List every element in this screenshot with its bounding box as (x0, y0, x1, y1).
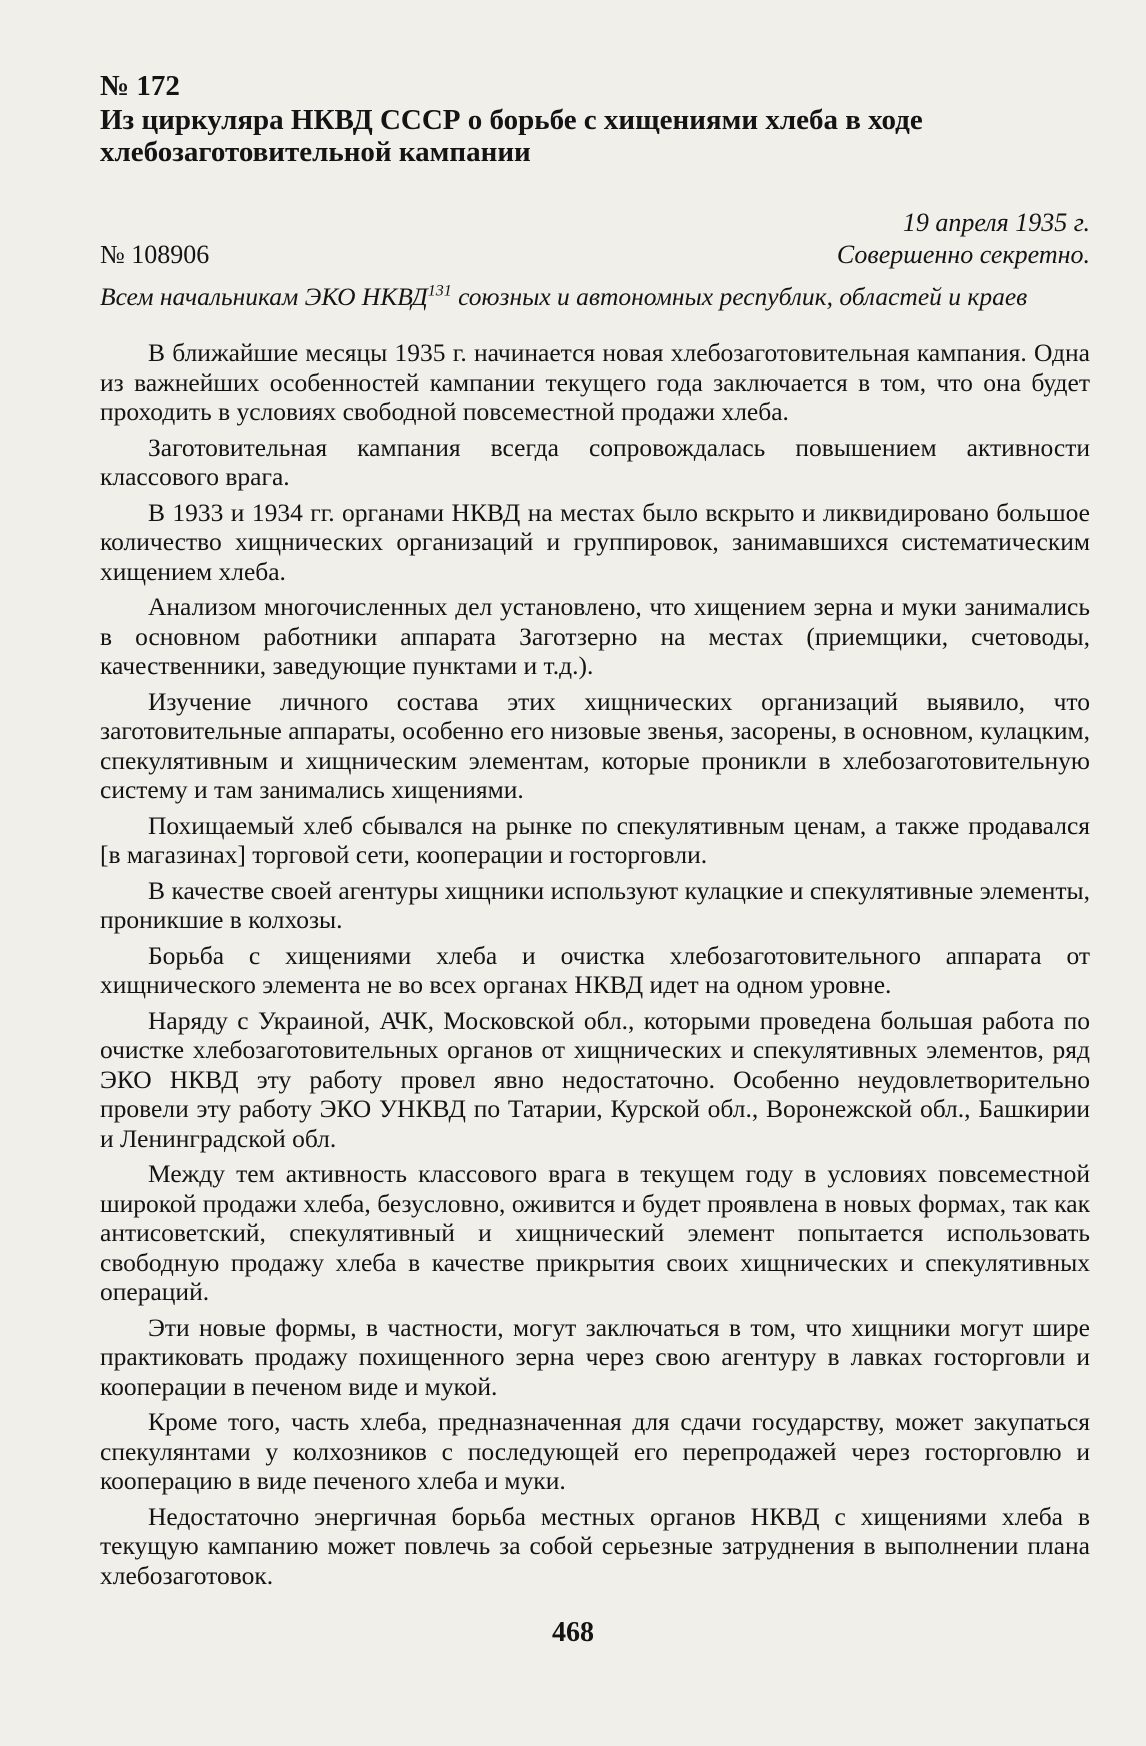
reference-number: № 108906 (100, 240, 210, 269)
paragraph-13: Недостаточно энергичная борьба местных органов НКВД с хищениями хлеба в текущую кампанию может повлечь за собой серьезные затруднения в выполнении плана хлебозаготовок. (100, 1501, 1090, 1590)
addressee-rest: союзных и автономных республик, областей и краев (451, 282, 1028, 311)
footnote-marker: 131 (427, 282, 452, 300)
addressee-lead: Всем начальникам ЭКО НКВД (100, 282, 428, 311)
paragraph-2: Заготовительная кампания всегда сопровождалась повышением активности классового врага. (100, 432, 1090, 491)
document-date: 19 апреля 1935 г. (902, 208, 1090, 237)
paragraph-6: Похищаемый хлеб сбывался на рынке по спекулятивным ценам, а также продавался [в магазинах] торговой сети, кооперации и госторговли. (100, 810, 1090, 869)
classification-mark: Совершенно секретно. (836, 240, 1090, 269)
paragraph-3: В 1933 и 1934 гг. органами НКВД на местах было вскрыто и ликвидировано большое количество хищнических организаций и группировок, занимавшихся систематическим хищением хлеба. (100, 497, 1090, 586)
paragraph-4: Анализом многочисленных дел установлено, что хищением зерна и муки занимались в основном работники аппарата Заготзерно на местах (приемщики, счетоводы, качественники, заведующие пунктами и т.д.). (100, 592, 1090, 680)
document-page (100, 70, 1090, 1596)
document-number: № 172 (100, 70, 180, 102)
reference-row (100, 240, 1090, 270)
page-number: 468 (552, 1617, 594, 1648)
document-body (100, 338, 1090, 1590)
paragraph-7: В качестве своей агентуры хищники используют кулацкие и спекулятивные элементы, проникшие в колхозы. (100, 875, 1090, 934)
paragraph-10: Между тем активность классового врага в текущем году в условиях повсеместной широкой продажи хлеба, безусловно, оживится и будет проявлена в новых формах, так как антисоветский, спекулятивный и хищнический элемент попытается использовать свободную продажу хлеба в качестве прикрытия своих хищнических и спекулятивных операций. (100, 1159, 1090, 1306)
paragraph-5: Изучение личного состава этих хищнических организаций выявило, что заготовительные аппараты, особенно его низовые звенья, засорены, в основном, кулацким, спекулятивным и хищническим элементам, которые проникли в хлебозаготовительную систему и там занимались хищениями. (100, 686, 1090, 804)
paragraph-1: В ближайшие месяцы 1935 г. начинается новая хлебозаготовительная кампания. Одна из важнейших особенностей кампании текущего года заключается в том, что она будет проходить в условиях свободной повсеместной продажи хлеба. (100, 338, 1090, 426)
addressee (100, 282, 1090, 312)
paragraph-9: Наряду с Украиной, АЧК, Московской обл., которыми проведена большая работа по очистке хлебозаготовительных органов от хищнических и спекулятивных элементов, ряд ЭКО НКВД эту работу провел явно недостаточно. Особенно неудовлетворительно провели эту работу ЭКО УНКВД по Татарии, Курской обл., Воронежской обл., Башкирии и Ленинградской обл. (100, 1005, 1090, 1153)
document-title: Из циркуляра НКВД СССР о борьбе с хищениями хлеба в ходе хлебозаготовительной кампании (100, 104, 923, 168)
paragraph-11: Эти новые формы, в частности, могут заключаться в том, что хищники могут шире практиковать продажу похищенного зерна через свою агентуру в лавках госторговли и кооперации в печеном виде и мукой. (100, 1312, 1090, 1401)
paragraph-12: Кроме того, часть хлеба, предназначенная для сдачи государству, может закупаться спекулянтами у колхозников с последующей его перепродажей через госторговлю и кооперацию в виде печеного хлеба и муки. (100, 1407, 1090, 1495)
paragraph-8: Борьба с хищениями хлеба и очистка хлебозаготовительного аппарата от хищнического элемента не во всех органах НКВД идет на одном уровне. (100, 940, 1090, 999)
